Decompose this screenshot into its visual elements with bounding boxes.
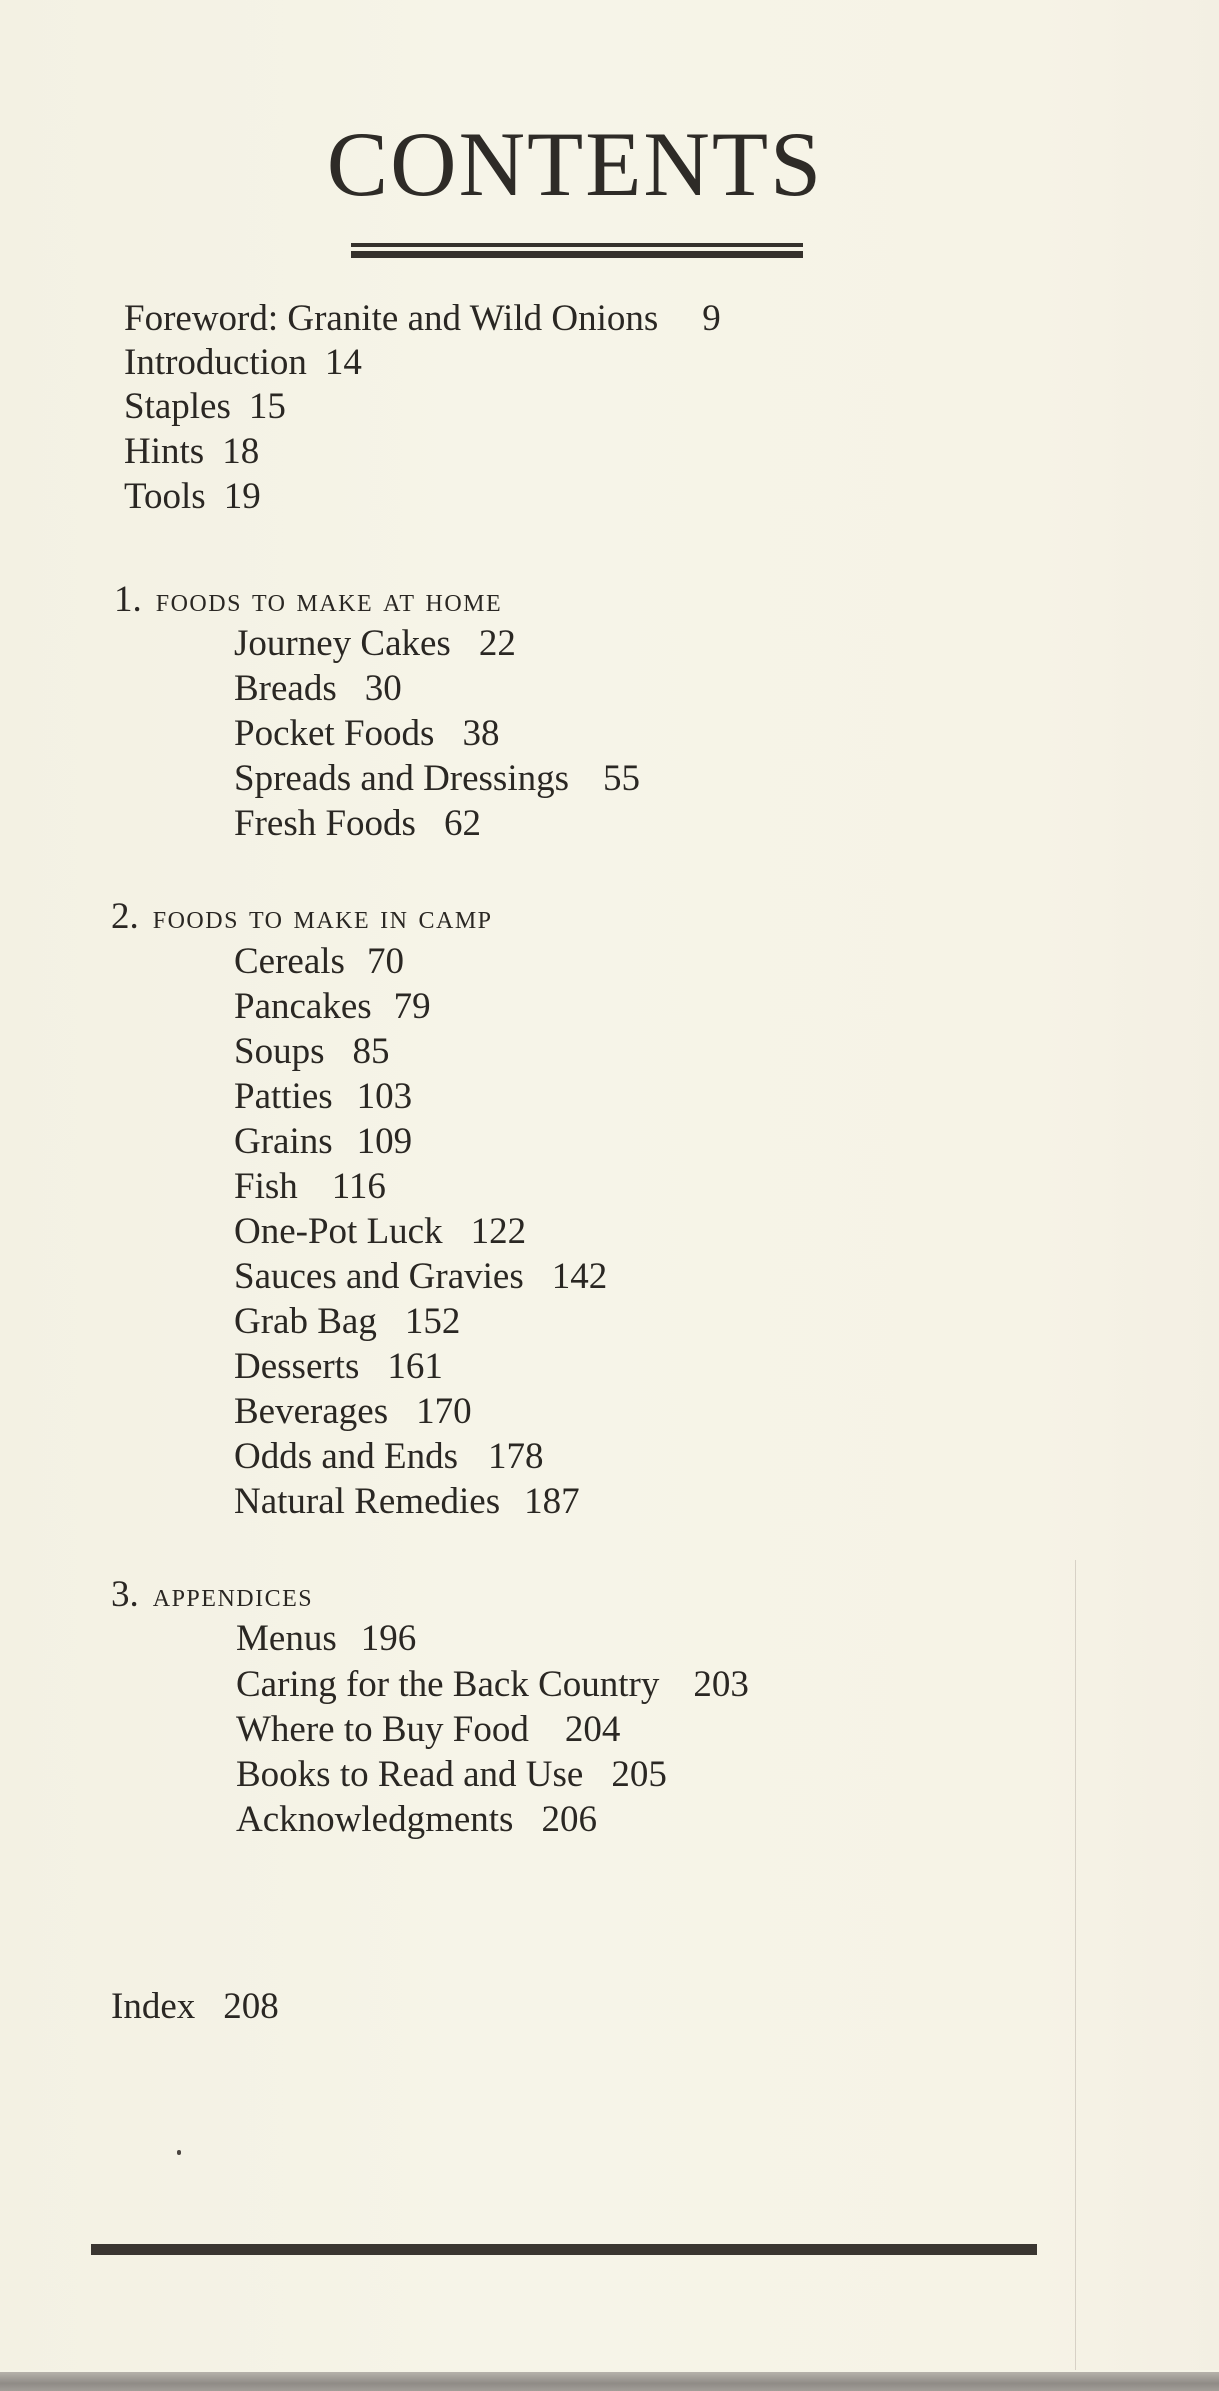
entry-page: 9 bbox=[702, 298, 721, 339]
entry-label: Spreads and Dressings bbox=[234, 758, 570, 799]
toc-entry[interactable] bbox=[234, 667, 402, 711]
entry-page: 152 bbox=[404, 1301, 461, 1342]
entry-label: Index bbox=[111, 1986, 196, 2027]
entry-page: 187 bbox=[524, 1481, 580, 1522]
entry-label: Fish bbox=[234, 1166, 298, 1207]
toc-entry[interactable] bbox=[234, 1030, 389, 1074]
toc-entry[interactable] bbox=[234, 1165, 386, 1209]
section-title: foods to make in camp bbox=[152, 899, 493, 936]
section-number: 2. bbox=[111, 896, 139, 937]
entry-page: 161 bbox=[387, 1346, 443, 1387]
rule-thin bbox=[351, 243, 803, 247]
entry-label: Desserts bbox=[234, 1346, 360, 1387]
entry-label: Natural Remedies bbox=[234, 1481, 501, 1522]
toc-entry-hints[interactable] bbox=[124, 430, 259, 474]
ink-speck bbox=[177, 2150, 181, 2155]
rule-thick bbox=[351, 251, 803, 258]
entry-label: Sauces and Gravies bbox=[234, 1256, 524, 1297]
entry-page: 205 bbox=[611, 1754, 667, 1795]
toc-entry[interactable] bbox=[234, 1480, 580, 1524]
entry-label: Where to Buy Food bbox=[236, 1709, 529, 1750]
entry-page: 79 bbox=[393, 986, 431, 1027]
toc-entry-introduction[interactable] bbox=[124, 341, 362, 385]
entry-page: 206 bbox=[541, 1799, 597, 1840]
entry-page: 19 bbox=[223, 476, 261, 517]
entry-page: 38 bbox=[462, 713, 500, 754]
entry-label: Breads bbox=[234, 668, 337, 709]
entry-page: 62 bbox=[443, 803, 481, 844]
toc-entry[interactable] bbox=[234, 1390, 472, 1434]
entry-page: 142 bbox=[551, 1256, 608, 1297]
entry-page: 14 bbox=[324, 342, 362, 383]
toc-entry-index[interactable] bbox=[111, 1985, 279, 2029]
entry-label: Fresh Foods bbox=[234, 803, 416, 844]
entry-page: 178 bbox=[488, 1436, 544, 1477]
page-crease bbox=[1075, 1560, 1076, 2370]
toc-entry[interactable] bbox=[236, 1708, 620, 1752]
entry-label: Pocket Foods bbox=[234, 713, 435, 754]
entry-label: Hints bbox=[124, 431, 205, 472]
toc-entry[interactable] bbox=[234, 1210, 526, 1254]
toc-entry[interactable] bbox=[234, 1075, 412, 1119]
entry-page: 122 bbox=[470, 1211, 527, 1252]
page-bottom-edge bbox=[0, 2372, 1219, 2391]
section-title: foods to make at home bbox=[155, 582, 503, 619]
entry-label: Staples bbox=[124, 386, 231, 427]
entry-label: Odds and Ends bbox=[234, 1436, 459, 1477]
toc-entry[interactable] bbox=[234, 940, 404, 984]
toc-entry-staples[interactable] bbox=[124, 385, 286, 429]
toc-entry[interactable] bbox=[234, 622, 516, 666]
toc-entry[interactable] bbox=[234, 1255, 607, 1299]
entry-label: One-Pot Luck bbox=[234, 1211, 443, 1252]
entry-page: 103 bbox=[356, 1076, 413, 1117]
toc-entry[interactable] bbox=[234, 1300, 460, 1344]
entry-page: 109 bbox=[356, 1121, 413, 1162]
toc-entry[interactable] bbox=[234, 802, 481, 846]
entry-page: 70 bbox=[366, 941, 404, 982]
entry-label: Journey Cakes bbox=[234, 623, 451, 664]
section-title: appendices bbox=[152, 1577, 314, 1614]
entry-label: Grains bbox=[234, 1121, 333, 1162]
entry-label: Beverages bbox=[234, 1391, 389, 1432]
entry-page: 196 bbox=[360, 1618, 417, 1659]
toc-entry[interactable] bbox=[234, 757, 640, 801]
entry-label: Acknowledgments bbox=[236, 1799, 514, 1840]
entry-label: Introduction bbox=[124, 342, 307, 383]
entry-page: 22 bbox=[478, 623, 516, 664]
entry-page: 116 bbox=[331, 1166, 386, 1207]
toc-entry[interactable] bbox=[234, 1435, 544, 1479]
entry-label: Books to Read and Use bbox=[236, 1754, 584, 1795]
entry-page: 18 bbox=[222, 431, 260, 472]
entry-page: 55 bbox=[603, 758, 641, 799]
toc-entry-foreword[interactable] bbox=[124, 297, 721, 341]
title-double-rule bbox=[351, 243, 803, 261]
entry-label: Cereals bbox=[234, 941, 345, 982]
toc-entry[interactable] bbox=[236, 1753, 667, 1797]
entry-page: 85 bbox=[352, 1031, 390, 1072]
section-heading-2 bbox=[111, 895, 493, 940]
section-number: 1. bbox=[114, 579, 142, 620]
page-title: CONTENTS bbox=[326, 113, 824, 215]
entry-page: 204 bbox=[564, 1709, 621, 1750]
entry-page: 208 bbox=[223, 1986, 279, 2027]
section-heading-1 bbox=[114, 578, 502, 623]
toc-entry[interactable] bbox=[234, 1120, 412, 1164]
entry-label: Soups bbox=[234, 1031, 325, 1072]
section-number: 3. bbox=[111, 1574, 139, 1615]
entry-label: Tools bbox=[124, 476, 206, 517]
toc-entry[interactable] bbox=[236, 1798, 597, 1842]
entry-label: Menus bbox=[236, 1618, 337, 1659]
toc-entry[interactable] bbox=[234, 712, 499, 756]
entry-page: 170 bbox=[416, 1391, 472, 1432]
entry-label: Patties bbox=[234, 1076, 333, 1117]
entry-label: Foreword: Granite and Wild Onions bbox=[124, 298, 659, 339]
toc-entry[interactable] bbox=[236, 1663, 749, 1707]
toc-entry-tools[interactable] bbox=[124, 475, 261, 519]
toc-entry[interactable] bbox=[234, 1345, 443, 1389]
entry-label: Grab Bag bbox=[234, 1301, 377, 1342]
entry-label: Pancakes bbox=[234, 986, 372, 1027]
entry-page: 30 bbox=[364, 668, 402, 709]
bottom-rule bbox=[91, 2244, 1037, 2255]
section-heading-3 bbox=[111, 1573, 313, 1618]
toc-entry[interactable] bbox=[236, 1617, 416, 1661]
toc-entry[interactable] bbox=[234, 985, 431, 1029]
entry-page: 15 bbox=[248, 386, 286, 427]
entry-label: Caring for the Back Country bbox=[236, 1664, 660, 1705]
entry-page: 203 bbox=[693, 1664, 749, 1705]
